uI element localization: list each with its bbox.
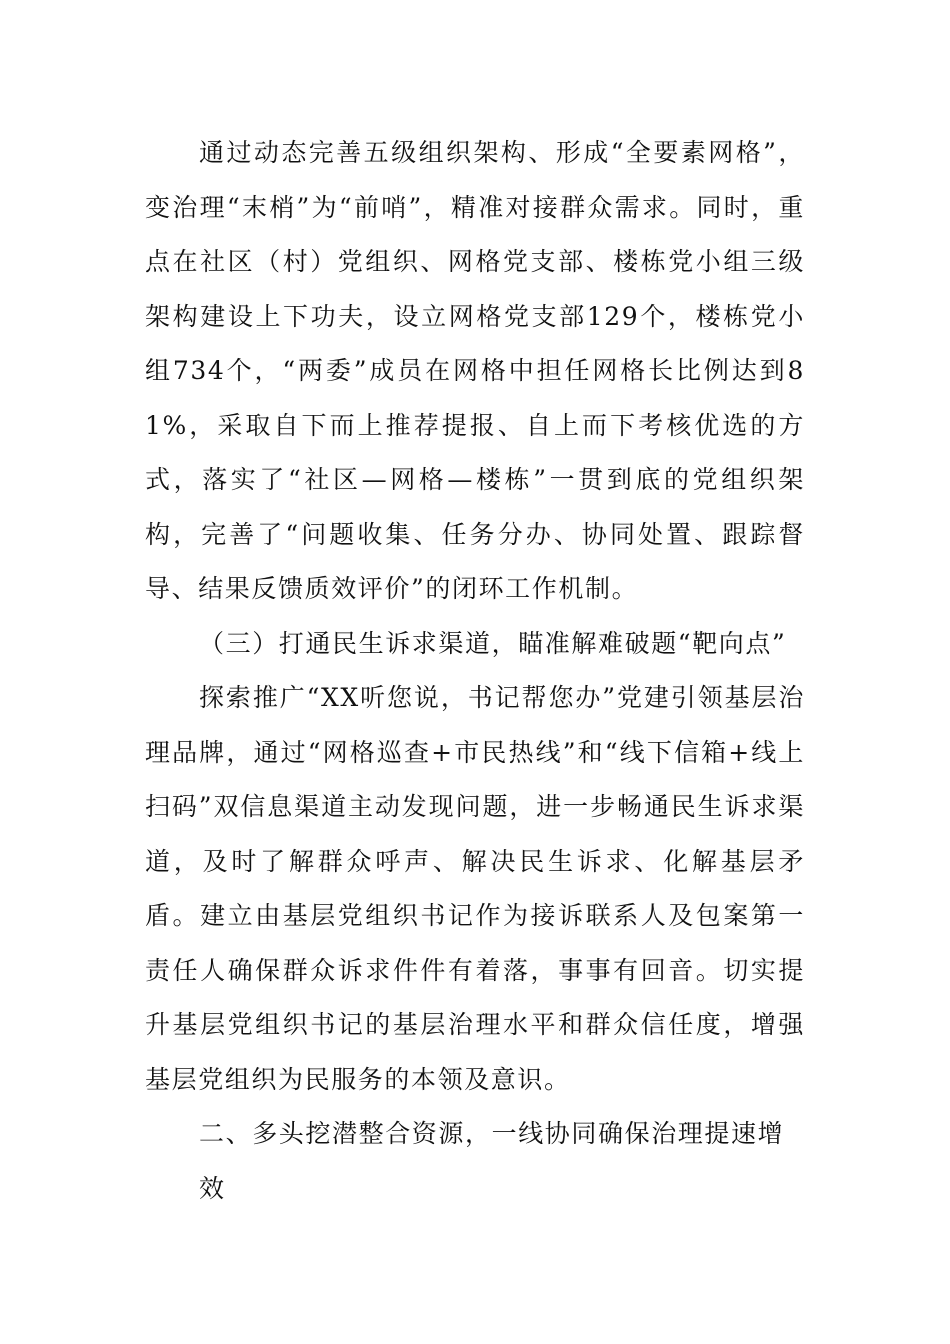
section-heading-resource-integration: 二、多头挖潜整合资源，一线协同确保治理提速增效	[199, 1119, 785, 1203]
body-paragraph-grid-structure: 通过动态完善五级组织架构、形成“全要素网格”，变治理“末梢”为“前哨”，精准对接群众需求。同时，重点在社区（村）党组织、网格党支部、楼栋党小组三级架构建设上下功夫，设立网格党支部129个，楼栋党小组734个，“两委”成员在网格中担任网格长比例达到81%，采取自下而上推荐提报、自上而下考核优选的方式，落实了“社区—网格—楼栋”一贯到底的党组织架构，完善了“问题收集、任务分办、协同处置、跟踪督导、结果反馈质效评价”的闭环工作机制。	[145, 138, 805, 603]
document-body	[145, 126, 805, 1216]
subheading-livelihood-channels: （三）打通民生诉求渠道，瞄准解难破题“靶向点”	[199, 628, 787, 658]
body-paragraph-appeal-channels: 探索推广“XX听您说，书记帮您办”党建引领基层治理品牌，通过“网格巡查+市民热线”和“线下信箱+线上扫码”双信息渠道主动发现问题，进一步畅通民生诉求渠道，及时了解群众呼声、解决民生诉求、化解基层矛盾。建立由基层党组织书记作为接诉联系人及包案第一责任人确保群众诉求件件有着落，事事有回音。切实提升基层党组织书记的基层治理水平和群众信任度，增强基层党组织为民服务的本领及意识。	[145, 683, 805, 1094]
